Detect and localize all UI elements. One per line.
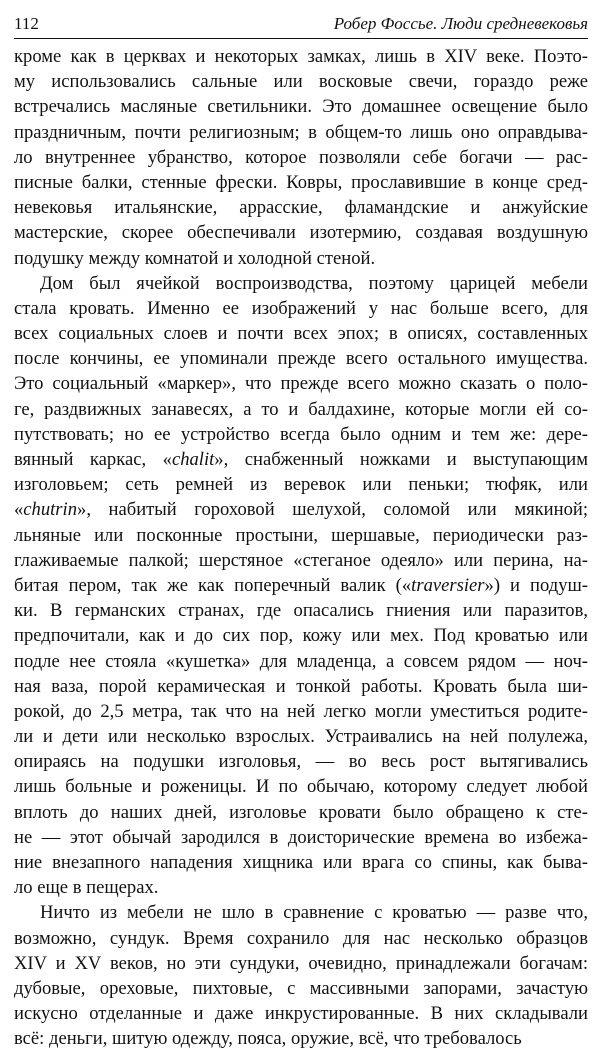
text-line: ге, раздвижных занавесях, а то и балдахине, которые могли ей со- <box>14 398 588 420</box>
text-line: ки. В германских странах, где опасались гниения или паразитов, <box>14 600 588 622</box>
text-line: кроме как в церквах и некоторых замках, лишь в XIV веке. Поэто- <box>14 46 588 67</box>
text-line: ло внутреннее убранство, которое позволяли себе богачи — рас- <box>14 146 588 168</box>
text-line: ная ваза, порой керамическая и тонкой работы. Кровать была ши- <box>14 675 588 697</box>
text-line: предпочитали, как и до сих пор, кожу или мех. Под кроватью или <box>14 625 588 647</box>
text-line: мастерские, скорее обеспечивали изотермию, создавая воздушную <box>14 222 588 244</box>
running-title: Робер Фоссье. Люди средневековья <box>333 14 588 33</box>
text-line: рокой, до 2,5 метра, так что на ней легко могли уместиться родите- <box>14 700 588 722</box>
paragraph <box>14 900 588 1051</box>
text-line: всех социальных слоев и почти всех эпох; в описях, составленных <box>14 323 588 345</box>
text-line: му использовались сальные или восковые свечи, гораздо реже <box>14 71 588 93</box>
text-line: дубовые, ореховые, пихтовые, с массивными запорами, зачастую <box>14 977 588 999</box>
italic-term: chutrin <box>23 499 78 521</box>
text-line: изголовьем; сеть ремней из веревок или пеньки; тюфяк, или <box>14 474 588 496</box>
text-line: не — этот обычай зародился в доисторические времена во избежа- <box>14 826 588 848</box>
text-line: ли и дети или несколько взрослых. Устраивались на ней полулежа, <box>14 726 588 748</box>
text-line: глаживаемые палкой; шерстяное «стеганое одеяло» или перина, на- <box>14 549 588 571</box>
text-line: XIV и XV веков, но эти сундуки, очевидно, принадлежали богачам: <box>14 952 588 974</box>
text-line: вплоть до наших дней, изголовье кровати было обращено к сте- <box>14 801 588 823</box>
body-text <box>14 44 588 1052</box>
text-line: льняные или посконные простыни, шершавые, периодически раз- <box>14 524 588 546</box>
text-line: лишь больные и роженицы. И по обычаю, которому следует любой <box>14 776 588 798</box>
text-line: праздничным, почти религиозным; в общем-то лишь оно оправдыва- <box>14 121 588 143</box>
header-rule <box>14 38 588 39</box>
text-line: битая пером, так же как поперечный валик («traversier») и подуш- <box>14 574 588 596</box>
text-line: после кончины, ее упоминали прежде всего остального имущества. <box>14 348 588 370</box>
paragraph <box>14 44 588 271</box>
text-line: встречались масляные светильники. Это домашнее освещение было <box>14 96 588 118</box>
text-line: опираясь на подушки изголовья, — во весь рост вытягивались <box>14 751 588 773</box>
text-line: искусно отделанные и даже инкрустированные. В них складывали <box>14 1003 588 1025</box>
text-line: Это социальный «маркер», что прежде всего можно сказать о поло- <box>14 373 588 395</box>
paragraph <box>14 271 588 901</box>
page-number: 112 <box>14 14 39 33</box>
text-line: подле нее стояла «кушетка» для младенца, а совсем рядом — ноч- <box>14 650 588 672</box>
text-line: подушку между комнатой и холодной стеной. <box>14 247 376 269</box>
text-line: вянный каркас, «chalit», снабженный ножками и выступающим <box>14 449 588 470</box>
text-line: ние внезапного нападения хищника или врага со спины, как быва- <box>14 852 588 873</box>
text-line: путствовать; но ее устройство всегда было одним и тем же: дере- <box>14 423 588 445</box>
text-line: стала кровать. Именно ее изображений у нас больше всего, для <box>14 297 588 319</box>
text-line: писные балки, стенные фрески. Ковры, прославившие в конце сред- <box>14 171 588 193</box>
text-line: возможно, сундук. Время сохранило для нас несколько образцов <box>14 927 588 949</box>
running-header <box>14 4 588 34</box>
text-line: невековья итальянские, аррасские, фламандские и анжуйские <box>14 197 588 219</box>
text-line: Дом был ячейкой воспроизводства, поэтому царицей мебели <box>40 272 588 294</box>
text-line: ло еще в пещерах. <box>14 877 159 899</box>
text-line: «chutrin», набитый гороховой шелухой, соломой или мякиной; <box>14 499 588 521</box>
italic-term: traversier <box>411 574 485 596</box>
text-line: всё: деньги, шитую одежду, пояса, оружие, всё, что требовалось <box>14 1028 522 1050</box>
italic-term: chalit <box>171 449 215 470</box>
text-line: Ничто из мебели не шло в сравнение с кроватью — разве что, <box>40 902 588 924</box>
